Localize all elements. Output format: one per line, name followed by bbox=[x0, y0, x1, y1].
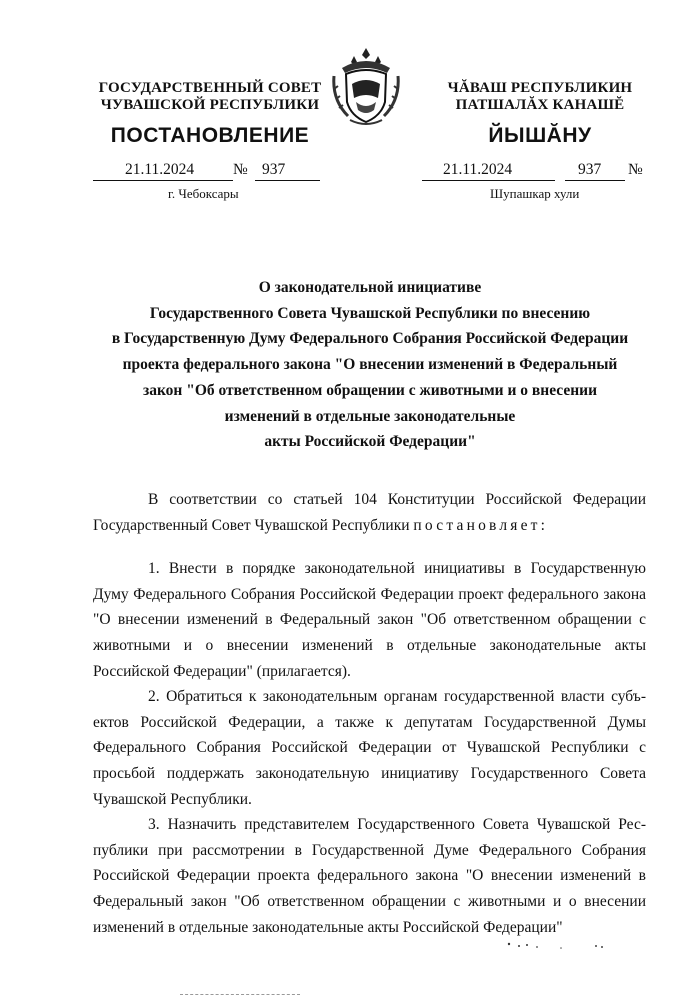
date-right: 21.11.2024 bbox=[443, 161, 513, 178]
item-paragraph-2: 2. Обратиться к законодательным органам государственной власти субъектов Российской Федерации, а также к депутатам Государственной Думы Федерального Собрания Российской Федерации от Чувашской Республики с просьбой поддержать законодательную инициативу Государственного Совета Чувашской Республики. bbox=[93, 688, 646, 808]
preamble-text: В соответствии со статьей 104 Конституции Российской Федерации Государственный Совет Чувашской Республики bbox=[93, 491, 646, 534]
document-body bbox=[93, 487, 646, 940]
city-ru: г. Чебоксары bbox=[168, 186, 239, 201]
emblem-graphic bbox=[330, 46, 402, 128]
org-name-cv-line1: ЧĂВАШ РЕСПУБЛИКИН bbox=[447, 80, 633, 96]
header-left bbox=[70, 80, 350, 148]
header-right bbox=[400, 80, 680, 148]
scan-specks bbox=[505, 938, 615, 954]
coat-of-arms-emblem bbox=[330, 46, 402, 128]
title-line: закон "Об ответственном обращении с животными и о внесении bbox=[142, 381, 598, 399]
doc-type-cv: ЙЫШĂНУ bbox=[488, 124, 592, 147]
doc-type-ru: ПОСТАНОВЛЕНИЕ bbox=[110, 124, 310, 147]
date-left: 21.11.2024 bbox=[125, 161, 195, 178]
number-right: 937 bbox=[578, 161, 602, 178]
title-line: в Государственную Думу Федерального Собрания Российской Федерации bbox=[111, 330, 629, 348]
resolves-word: постановляет: bbox=[413, 516, 549, 534]
item-paragraph-3: 3. Назначить представителем Государственного Совета Чувашской Республики при рассмотрении в Государственной Думе Федерального Собрания Российской Федерации проекта федерального закона "О внесении изменений в Федеральный закон "Об ответственном обращении с животными и о внесении изменений в отдельные законодательные акты Российской Федерации" bbox=[93, 816, 646, 936]
preamble-paragraph bbox=[93, 487, 646, 538]
document-title bbox=[60, 275, 680, 455]
title-line: проекта федерального закона "О внесении изменений в Федеральный bbox=[122, 356, 618, 374]
title-line: изменений в отдельные законодательные bbox=[224, 407, 516, 425]
city-cv: Шупашкар хули bbox=[490, 186, 580, 201]
title-line: Государственного Совета Чувашской Республики по внесению bbox=[149, 304, 591, 322]
item-paragraph-1: 1. Внести в порядке законодательной инициативы в Государственную Думу Федерального Собрания Российской Федерации проект федерального закона "О внесении изменений в Федеральный закон "Об ответственном обращении с животными и о внесении изменений в отдельные законодательные акты Российской Федерации" (прилагается). bbox=[93, 560, 646, 680]
org-name-ru-line1: ГОСУДАРСТВЕННЫЙ СОВЕТ bbox=[98, 80, 322, 96]
footer-divider bbox=[180, 994, 300, 995]
number-sign-left: № bbox=[233, 161, 248, 178]
date-number-row bbox=[0, 161, 700, 181]
number-sign-right: № bbox=[628, 161, 643, 178]
title-line: акты Российской Федерации" bbox=[264, 433, 476, 451]
org-name-cv-line2: ПАТШАЛĂХ КАНАШĔ bbox=[455, 97, 625, 113]
title-line: О законодательной инициативе bbox=[258, 279, 482, 296]
number-left: 937 bbox=[262, 161, 286, 178]
org-name-ru-line2: ЧУВАШСКОЙ РЕСПУБЛИКИ bbox=[100, 97, 320, 113]
